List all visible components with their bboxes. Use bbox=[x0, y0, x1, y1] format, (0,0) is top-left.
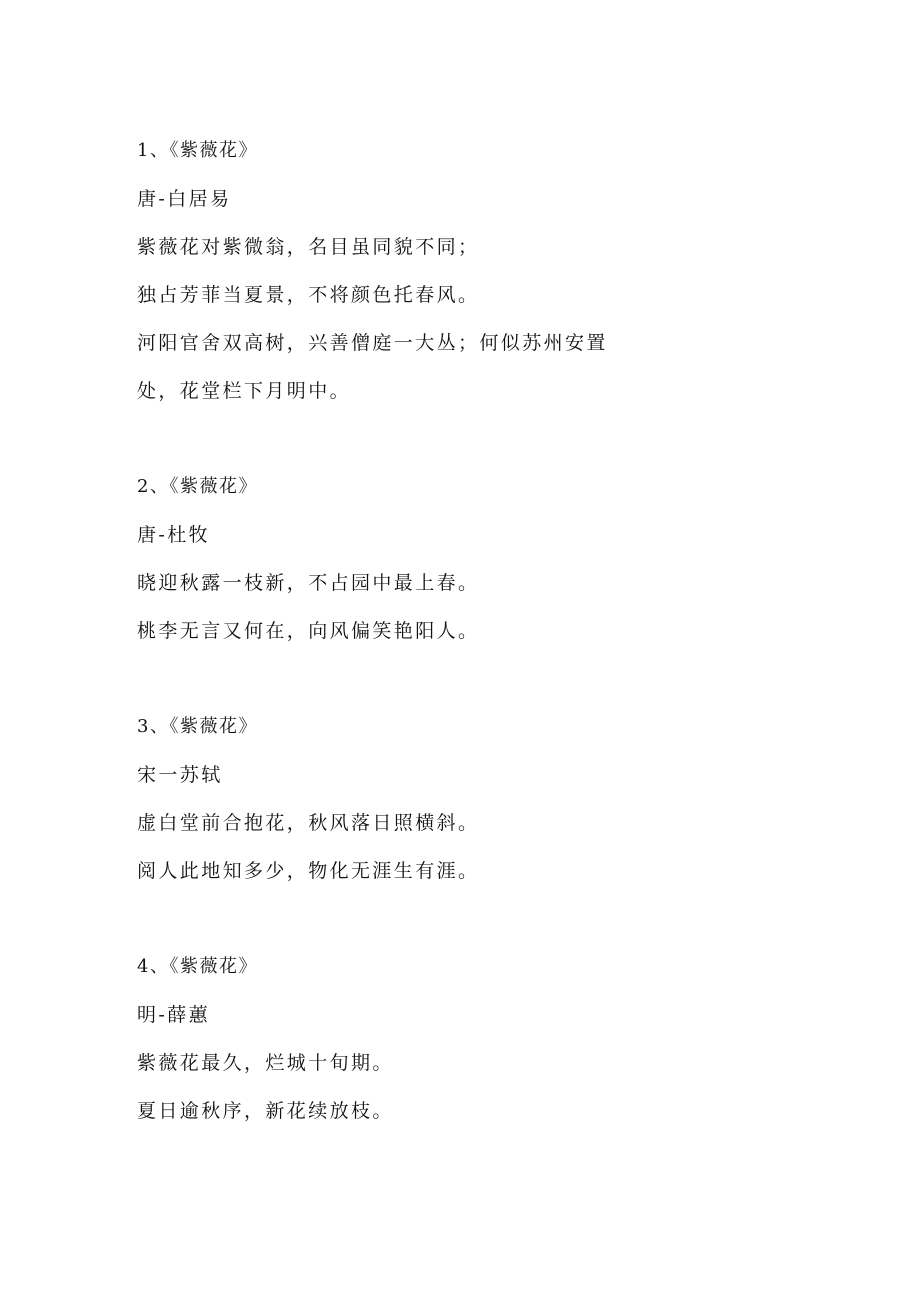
poem-line: 夏日逾秋序，新花续放枝。 bbox=[137, 1100, 394, 1122]
poem-line: 处，花堂栏下月明中。 bbox=[137, 380, 352, 402]
poem-line: 桃李无言又何在，向风偏笑艳阳人。 bbox=[137, 620, 480, 642]
poem-author: 宋一苏轼 bbox=[137, 764, 223, 786]
poem-title: 2、《紫薇花》 bbox=[137, 476, 258, 497]
poem-line: 虚白堂前合抱花，秋风落日照横斜。 bbox=[137, 812, 480, 834]
poem-title: 4、《紫薇花》 bbox=[137, 956, 258, 977]
poem-line: 独占芳菲当夏景，不将颜色托春风。 bbox=[137, 284, 480, 306]
poem-author: 明-薛蕙 bbox=[137, 1004, 211, 1026]
poem-title: 3、《紫薇花》 bbox=[137, 716, 258, 737]
poem-line: 阅人此地知多少，物化无涯生有涯。 bbox=[137, 860, 480, 882]
poem-author: 唐-杜牧 bbox=[137, 524, 211, 546]
poem-author: 唐-白居易 bbox=[137, 188, 232, 210]
poem-2 bbox=[137, 477, 837, 641]
poem-line: 紫薇花对紫微翁，名目虽同貌不同； bbox=[137, 236, 480, 258]
poem-line: 晓迎秋露一枝新，不占园中最上春。 bbox=[137, 572, 480, 594]
poem-line: 紫薇花最久，烂城十旬期。 bbox=[137, 1052, 394, 1074]
poem-title: 1、《紫薇花》 bbox=[137, 140, 258, 161]
poem-4 bbox=[137, 957, 837, 1121]
poem-1 bbox=[137, 141, 837, 401]
poem-line: 河阳官舍双高树，兴善僧庭一大丛；何似苏州安置 bbox=[137, 332, 608, 354]
poem-3 bbox=[137, 717, 837, 881]
